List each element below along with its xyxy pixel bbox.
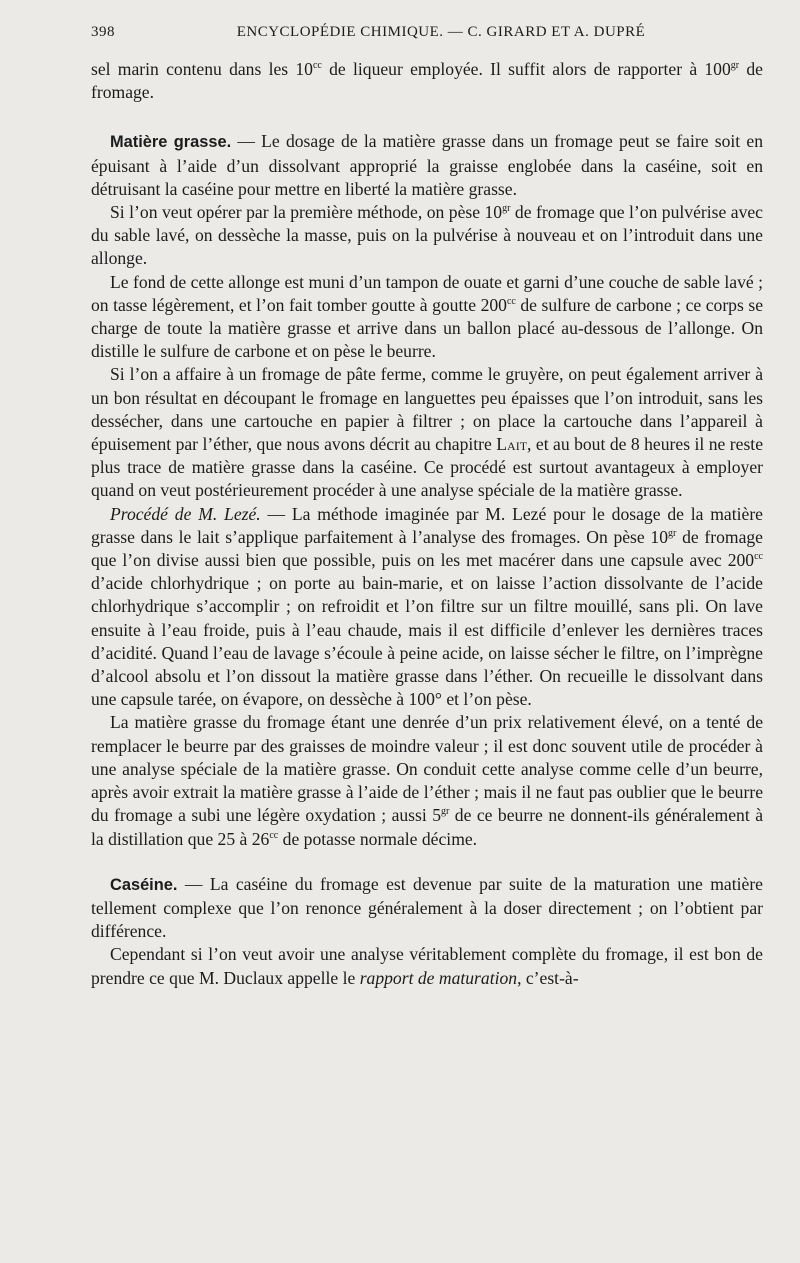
subheading-procede-leze: Procédé de M. Lezé. (110, 503, 261, 524)
running-title: ENCYCLOPÉDIE CHIMIQUE. — C. GIRARD ET A. DUPRÉ (236, 24, 646, 40)
page-body (91, 58, 763, 990)
paragraph-matiere-grasse: Matière grasse. — Le dosage de la matière grasse dans un fromage peut se faire soit en épuisant à l’aide d’un dissolvant approprié la graisse englobée dans la caséine, soit en détruisant la caséine pour mettre en liberté la matière grasse. (91, 131, 763, 199)
section-heading-matiere-grasse: Matière grasse. (110, 133, 232, 152)
paragraph-gruyere: Si l’on a affaire à un fromage de pâte ferme, comme le gruyère, on peut également arriver à un bon résultat en découpant le fromage en languettes peu épaisses que l’on introduit, sans les dessécher, dans une cartouche en papier à filtrer ; on place la cartouche dans l’appareil à épuisement par l’éther, que nous avons décrit au chapitre Lait, et au bout de 8 heures il ne reste plus trace de matière grasse dans la caséine. Ce procédé est surtout avantageux à employer quand on veut postérieurement procéder à une analyse spéciale de la matière grasse. (91, 364, 764, 501)
term-rapport-maturation: rapport de maturation (359, 967, 518, 988)
paragraph-allonge: Le fond de cette allonge est muni d’un tampon de ouate et garni d’une couche de sable lavé ; on tasse légèrement, et l’on fait tomber goutte à goutte $200^{cc}$ de sulfure de carbone ; ce corps se charge de toute la matière grasse et arrive dans un ballon placé au-dessous de l’allonge. On distille le sulfure de carbone et on pèse le beurre. (91, 271, 763, 362)
paragraph-rapport-maturation: Cependant si l’on veut avoir une analyse véritablement complète du fromage, il est bon de prendre ce que M. Duclaux appelle le rapport de maturation, c’est-à- (91, 944, 763, 988)
cross-reference-lait: Lait (496, 434, 528, 455)
page-header (91, 24, 751, 48)
paragraph-continuation: sel marin contenu dans les $10^{cc}$ de liqueur employée. Il suffit alors de rapporter à $100^{gr}$ de fromage. (91, 59, 763, 103)
section-heading-caseine: Caséine. (110, 875, 178, 894)
paragraph-analyse-speciale: La matière grasse du fromage étant une denrée d’un prix relativement élevé, on a tenté de remplacer le beurre par des graisses de moindre valeur ; il est donc souvent utile de procéder à une analyse spéciale de la matière grasse. On conduit cette analyse comme celle d’un beurre, après avoir extrait la matière grasse à l’aide de l’éther ; mais il ne faut pas oublier que le beurre du fromage a subi une légère oxydation ; aussi $5^{gr}$ de ce beurre ne donnent-ils généralement à la distillation que 25 à $26^{cc}$ de potasse normale décime. (91, 712, 763, 849)
paragraph-first-method: Si l’on veut opérer par la première méthode, on pèse $10^{gr}$ de fromage que l’on pulvérise avec du sable lavé, on dessèche la masse, puis on la pulvérise à nouveau et on l’introduit dans une allonge. (91, 202, 763, 269)
paragraph-caseine: Caséine. — La caséine du fromage est devenue par suite de la maturation une matière tellement complexe que l’on renonce généralement à la doser directement ; on l’obtient par différence. (91, 873, 763, 942)
page-number: 398 (91, 24, 115, 40)
paragraph-procede-leze: Procédé de M. Lezé. — La méthode imaginée par M. Lezé pour le dosage de la matière grasse dans le lait s’applique parfaitement à l’analyse des fromages. On pèse $10^{gr}$ de fromage que l’on divise aussi bien que possible, puis on les met macérer dans une capsule avec $200^{cc}$ d’acide chlorhydrique ; on porte au bain-marie, et on laisse l’action dissolvante de l’acide chlorhydrique s’accomplir ; on refroidit et l’on filtre sur un filtre mouillé, sans pli. On lave ensuite à l’eau froide, puis à l’eau chaude, mais il est difficile d’enlever les dernières traces d’acidité. Quand l’eau de lavage s’écoule à peine acide, on laisse sécher le filtre, on l’imprègne d’alcool absolu et l’on dissout la matière grasse dans l’éther. On recueille le dissolvant dans une capsule tarée, on évapore, on dessèche à 100° et l’on pèse. (91, 503, 763, 710)
